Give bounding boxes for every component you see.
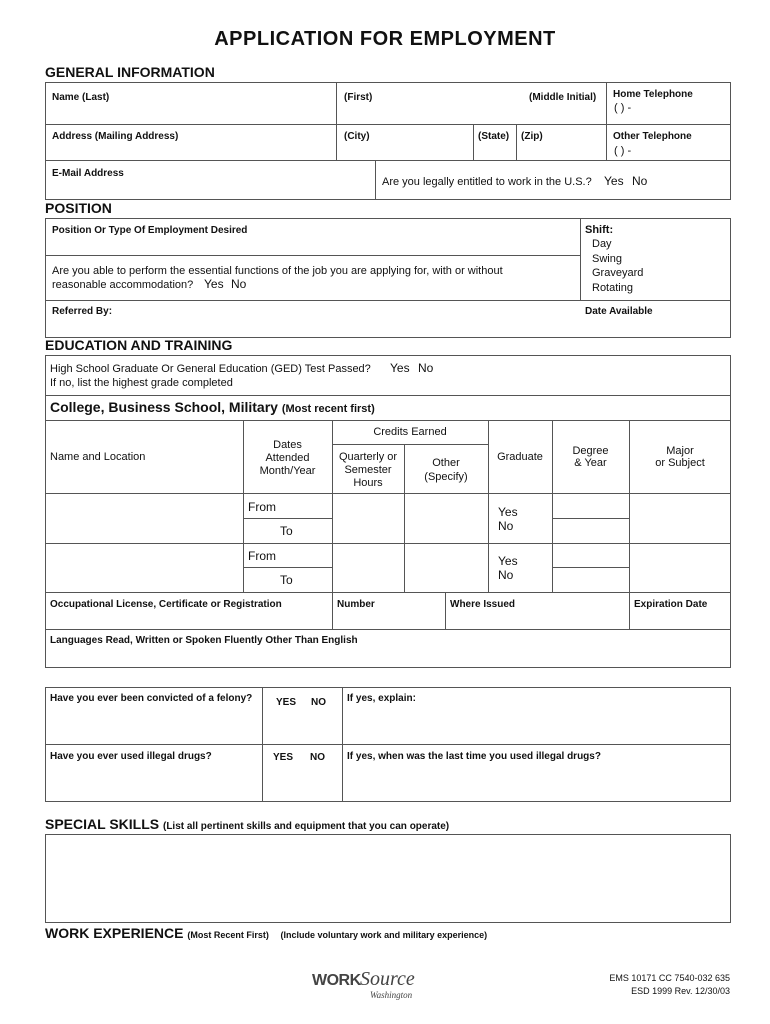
col-other-line1: Other [432, 457, 460, 469]
zip-label: (Zip) [521, 131, 543, 142]
skills-textarea[interactable] [45, 834, 731, 923]
referred-by-label: Referred By: [52, 306, 113, 317]
col-degree-line2: & Year [574, 457, 607, 469]
license-number-label: Number [337, 599, 375, 610]
col-credits-earned: Credits Earned [373, 426, 447, 438]
able-no-option[interactable]: No [231, 277, 247, 291]
where-issued-label: Where Issued [450, 599, 516, 610]
col-major-line2: or Subject [655, 457, 705, 469]
name-last-label: Name (Last) [52, 92, 110, 103]
middle-initial-label: (Middle Initial) [529, 92, 597, 103]
col-graduate: Graduate [497, 451, 543, 463]
other-telephone-field[interactable]: ( ) - [614, 145, 632, 157]
first-name-label: (First) [344, 92, 373, 103]
row1-graduate-no[interactable]: No [498, 519, 514, 533]
felony-yes-option[interactable]: YES [276, 697, 297, 708]
shift-swing[interactable]: Swing [592, 253, 622, 265]
row1-graduate-yes[interactable]: Yes [498, 505, 518, 519]
drugs-no-option[interactable]: NO [310, 752, 325, 763]
position-type-label: Position Or Type Of Employment Desired [52, 225, 248, 236]
form-number-line1: EMS 10171 CC 7540-032 635 [609, 973, 730, 983]
row1-to-label: To [280, 524, 293, 538]
worksource-logo: WORK Source Washington [312, 968, 415, 1000]
home-telephone-field[interactable]: ( ) - [614, 102, 632, 114]
work-heading: WORK EXPERIENCE (Most Recent First) (Include voluntary work and military experience) [45, 925, 488, 941]
col-name-location: Name and Location [50, 451, 146, 463]
able-question-line1: Are you able to perform the essential functions of the job you are applying for, with or without [52, 265, 503, 277]
col-major-line1: Major [666, 445, 694, 457]
college-heading: College, Business School, Military (Most recent first) [50, 399, 375, 415]
felony-explain-label: If yes, explain: [347, 693, 416, 704]
row2-to-label: To [280, 573, 293, 587]
row2-graduate-no[interactable]: No [498, 568, 514, 582]
able-question-line2: reasonable accommodation? [52, 279, 194, 291]
hs-question: High School Graduate Or General Education (GED) Test Passed? [50, 363, 371, 375]
hs-no-option[interactable]: No [418, 361, 434, 375]
form-number-line2: ESD 1999 Rev. 12/30/03 [631, 986, 730, 996]
section-general-heading: GENERAL INFORMATION [45, 64, 215, 80]
col-quarterly-line3: Hours [353, 477, 383, 489]
col-quarterly-line1: Quarterly or [338, 451, 398, 463]
shift-label: Shift: [585, 224, 614, 236]
skills-heading: SPECIAL SKILLS (List all pertinent skills and equipment that you can operate) [45, 816, 450, 832]
hs-yes-option[interactable]: Yes [390, 361, 410, 375]
email-label: E-Mail Address [52, 168, 124, 179]
section-position-heading: POSITION [45, 200, 112, 216]
license-label: Occupational License, Certificate or Registration [50, 599, 282, 610]
shift-graveyard[interactable]: Graveyard [592, 267, 644, 279]
row2-from-label: From [248, 549, 276, 563]
felony-question: Have you ever been convicted of a felony? [50, 693, 253, 704]
date-available-label: Date Available [585, 306, 653, 317]
drugs-yes-option[interactable]: YES [273, 752, 294, 763]
row1-from-label: From [248, 500, 276, 514]
row2-graduate-yes[interactable]: Yes [498, 554, 518, 568]
shift-rotating[interactable]: Rotating [592, 282, 633, 294]
form-title: APPLICATION FOR EMPLOYMENT [214, 28, 556, 50]
col-dates-line2: Attended [265, 452, 310, 464]
other-telephone-label: Other Telephone [613, 131, 692, 142]
col-dates-line1: Dates [273, 439, 302, 451]
shift-day[interactable]: Day [592, 238, 612, 250]
col-degree-line1: Degree [572, 445, 609, 457]
drugs-when-label: If yes, when was the last time you used illegal drugs? [347, 751, 601, 762]
address-label: Address (Mailing Address) [52, 131, 179, 142]
city-label: (City) [344, 131, 370, 142]
drugs-question: Have you ever used illegal drugs? [50, 751, 212, 762]
legal-no-option[interactable]: No [632, 174, 648, 188]
felony-no-option[interactable]: NO [311, 697, 326, 708]
col-dates-line3: Month/Year [259, 465, 316, 477]
legal-yes-option[interactable]: Yes [604, 174, 624, 188]
expiration-date-label: Expiration Date [634, 599, 708, 610]
highest-grade-label: If no, list the highest grade completed [50, 377, 233, 389]
legal-work-question: Are you legally entitled to work in the U.S.? [382, 176, 592, 188]
languages-label: Languages Read, Written or Spoken Fluently Other Than English [50, 635, 358, 646]
col-other-line2: (Specify) [424, 471, 468, 483]
section-education-heading: EDUCATION AND TRAINING [45, 337, 233, 353]
col-quarterly-line2: Semester [344, 464, 392, 476]
home-telephone-label: Home Telephone [613, 89, 693, 100]
able-yes-option[interactable]: Yes [204, 277, 224, 291]
state-label: (State) [478, 131, 510, 142]
